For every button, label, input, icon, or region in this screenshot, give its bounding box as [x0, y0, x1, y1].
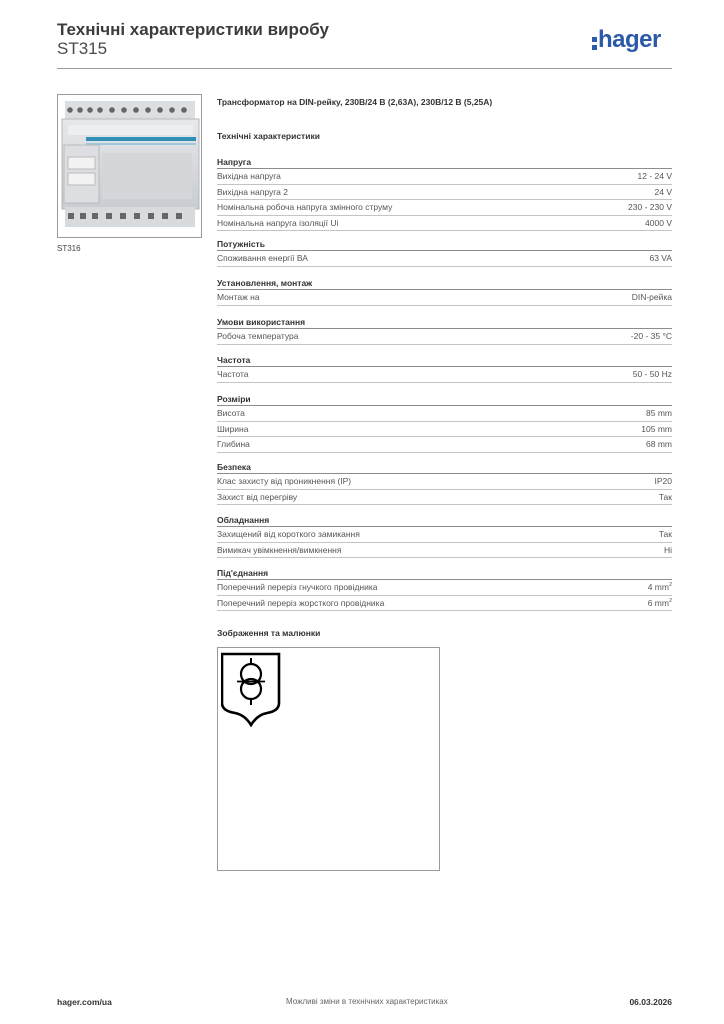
logo-text: hager — [598, 26, 661, 53]
product-code: ST315 — [57, 39, 108, 58]
spec-label: Вимикач увімкнення/вимкнення — [217, 544, 342, 555]
section-equipment — [217, 514, 672, 558]
spec-value: 4 $mm^2$ — [647, 582, 672, 592]
spec-label: Ширина — [217, 423, 249, 434]
footer-notice: Можливі зміни в технічних характеристиках — [286, 997, 448, 1006]
spec-value: -20 - 35 °C — [630, 331, 672, 341]
spec-row — [217, 185, 672, 201]
image-caption: ST316 — [57, 244, 81, 253]
spec-label: Поперечний переріз гнучкого провідника — [217, 582, 378, 592]
spec-row — [217, 437, 672, 453]
section-voltage — [217, 156, 672, 231]
section-safety — [217, 461, 672, 505]
spec-row — [217, 367, 672, 383]
spec-value: 230 - 230 V — [628, 202, 672, 212]
spec-label: Висота — [217, 408, 245, 418]
spec-label: Захищений від короткого замикання — [217, 529, 360, 539]
spec-label: Глибина — [217, 439, 250, 449]
section-title: Розміри — [217, 393, 672, 406]
spec-label: Клас захисту від проникнення (IP) — [217, 476, 352, 486]
section-title: Умови використання — [217, 316, 672, 329]
section-title: Потужність — [217, 238, 672, 251]
footer-website-link[interactable]: hager.com/ua — [57, 997, 112, 1007]
drawing-box — [217, 647, 440, 871]
spec-label: Монтаж на — [217, 292, 260, 302]
spec-value: 12 - 24 V — [637, 171, 672, 181]
spec-row — [217, 290, 672, 306]
spec-row — [217, 596, 672, 612]
section-title: Безпека — [217, 461, 672, 474]
spec-row — [217, 543, 672, 559]
product-description: Трансформатор на DIN-рейку, 230В/24 В (2,63А), 230В/12 В (5,25А) — [217, 97, 493, 107]
section-title: Установлення, монтаж — [217, 277, 672, 290]
spec-row — [217, 216, 672, 232]
spec-row — [217, 474, 672, 490]
safety-transformer-symbol-icon — [221, 651, 281, 727]
spec-label: Захист від перегріву — [217, 491, 298, 502]
spec-value: 4000 V — [645, 217, 672, 228]
spec-row — [217, 200, 672, 216]
spec-row — [217, 251, 672, 267]
header-divider — [57, 68, 672, 69]
section-title: Напруга — [217, 156, 672, 169]
section-title: Під'єднання — [217, 567, 672, 580]
drawings-heading: Зображення та малюнки — [217, 628, 321, 638]
spec-label: Вихідна напруга — [217, 171, 281, 181]
section-frequency — [217, 354, 672, 383]
spec-value: 63 VA — [649, 253, 672, 263]
spec-label: Номінальна робоча напруга змінного струму — [217, 202, 393, 212]
section-installation — [217, 277, 672, 306]
spec-row — [217, 169, 672, 185]
page-title: Технічні характеристики виробу — [57, 20, 329, 39]
spec-label: Робоча температура — [217, 331, 299, 341]
spec-value: 50 - 50 Hz — [632, 369, 672, 379]
spec-row — [217, 422, 672, 438]
spec-row — [217, 406, 672, 422]
spec-value: 85 mm — [646, 408, 672, 418]
spec-row — [217, 580, 672, 596]
transformer-device-image — [58, 95, 202, 238]
spec-value: 68 mm — [646, 439, 672, 449]
spec-row — [217, 329, 672, 345]
spec-label: Поперечний переріз жорсткого провідника — [217, 597, 385, 608]
specifications-heading: Технічні характеристики — [217, 131, 320, 141]
section-title: Обладнання — [217, 514, 672, 527]
spec-value: DIN-рейка — [631, 292, 672, 302]
spec-label: Номінальна напруга ізоляції Ui — [217, 217, 339, 228]
spec-row — [217, 527, 672, 543]
spec-value: Ні — [663, 544, 672, 555]
spec-label: Частота — [217, 369, 249, 379]
spec-value: 6 $mm^2$ — [647, 597, 672, 608]
spec-value: IP20 — [654, 476, 672, 486]
spec-value: 24 V — [654, 186, 672, 197]
section-operating-conditions — [217, 316, 672, 345]
section-title: Частота — [217, 354, 672, 367]
footer-date: 06.03.2026 — [629, 997, 672, 1007]
section-connection — [217, 567, 672, 611]
section-dimensions — [217, 393, 672, 453]
spec-value: Так — [658, 491, 672, 502]
section-power — [217, 238, 672, 267]
spec-value: Так — [658, 529, 672, 539]
spec-value: 105 mm — [641, 423, 672, 434]
spec-row — [217, 490, 672, 506]
spec-label: Споживання енергії ВА — [217, 253, 308, 263]
product-image — [57, 94, 202, 238]
spec-label: Вихідна напруга 2 — [217, 186, 288, 197]
